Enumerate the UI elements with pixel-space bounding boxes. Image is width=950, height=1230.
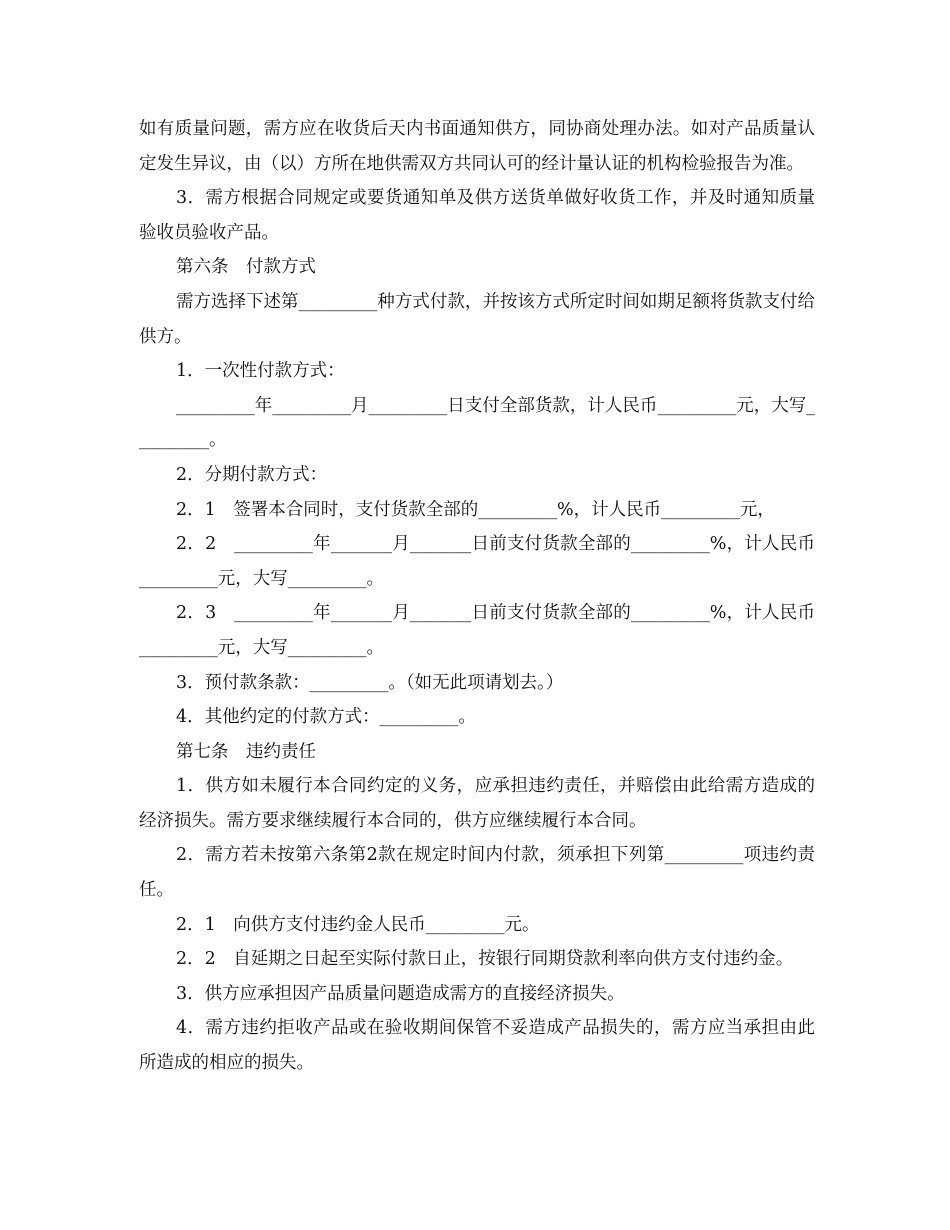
paragraph-installment-2-2: 2．2 _________年_______月_______日前支付货款全部的_________%，计人民币_________元，大写_________。 [139,534,815,589]
paragraph-installment-2-1: 2．1 签署本合同时，支付货款全部的_________%，计人民币_________元， [176,499,775,520]
paragraph-clause-3-receiving: 3．需方根据合同规定或要货通知单及供方送货单做好收货工作，并及时通知质量验收员验收产品。 [139,188,815,243]
heading-article-7: 第七条 违约责任 [176,741,316,762]
paragraph-quality-loss: 3．供方应承担因产品质量问题造成需方的直接经济损失。 [176,983,625,1004]
heading-article-6: 第六条 付款方式 [176,257,316,278]
paragraph-installment-title: 2．分期付款方式： [176,464,328,485]
paragraph-lump-sum-detail: _________年_________月_________日支付全部货款，计人民币_________元，大写_________。 [139,395,815,451]
paragraph-penalty-2-2: 2．2 自延期之日起至实际付款日止，按银行同期贷款利率向供方支付违约金。 [176,949,794,970]
paragraph-penalty-2-1: 2．1 向供方支付违约金人民币_________元。 [176,914,540,935]
document-body [139,112,815,1081]
paragraph-installment-2-3: 2．3 _________年_______月_______日前支付货款全部的_________%，计人民币_________元，大写_________。 [139,603,815,658]
paragraph-lump-sum-title: 1．一次性付款方式： [176,361,345,382]
paragraph-other-payment: 4．其他约定的付款方式：_________。 [176,707,476,728]
paragraph-buyer-late-payment: 2．需方若未按第六条第2款在规定时间内付款，须承担下列第_________项违约责任。 [139,845,815,901]
paragraph-quality-issue: 如有质量问题，需方应在收货后天内书面通知供方，同协商处理办法。如对产品质量认定发生异议，由（以）方所在地供需双方共同认可的经计量认证的机构检验报告为准。 [139,119,815,174]
paragraph-rejection-loss: 4．需方违约拒收产品或在验收期间保管不妥造成产品损失的，需方应当承担由此所造成的相应的损失。 [139,1018,815,1074]
paragraph-prepayment: 3．预付款条款：_________。（如无此项请划去。） [176,672,564,693]
paragraph-payment-choice: 需方选择下述第_________种方式付款，并按该方式所定时间如期足额将货款支付给供方。 [139,291,815,347]
paragraph-supplier-breach: 1．供方如未履行本合同约定的义务，应承担违约责任，并赔偿由此给需方造成的经济损失。需方要求继续履行本合同的，供方应继续履行本合同。 [139,776,815,831]
